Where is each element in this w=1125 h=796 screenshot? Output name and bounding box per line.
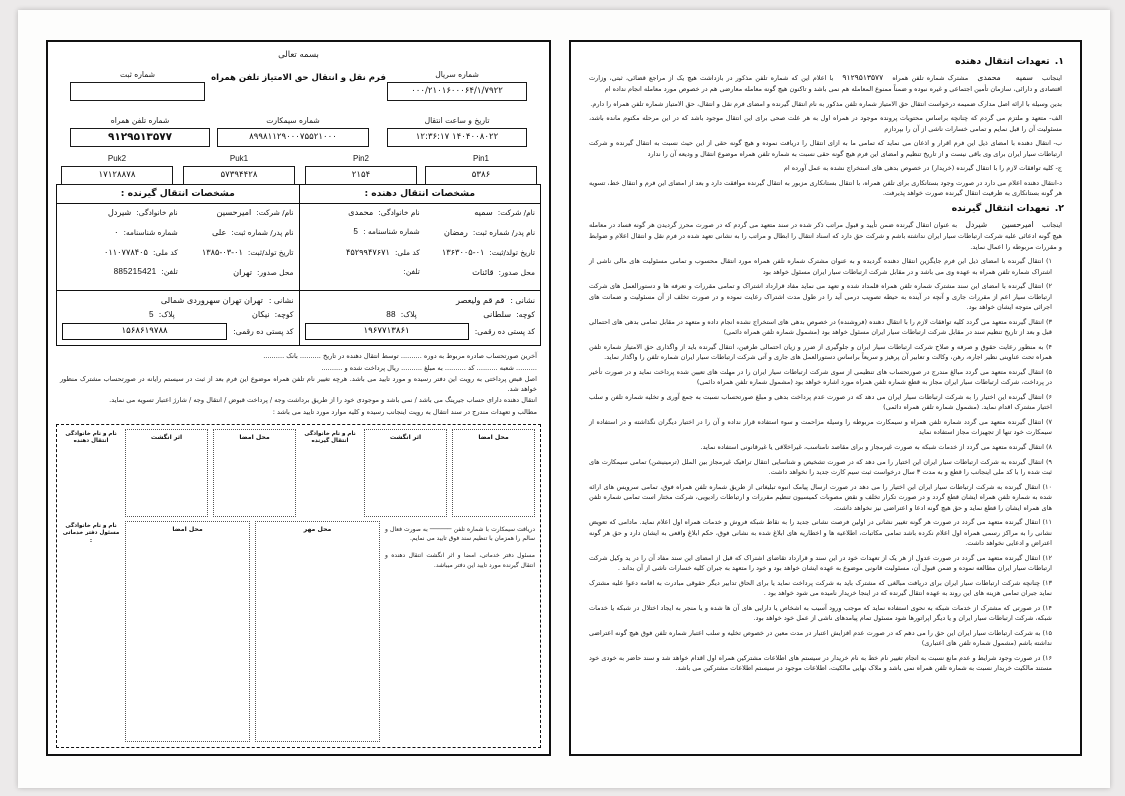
transferee-birthdate-label: تاریخ تولد/ثبت:	[247, 247, 294, 257]
transfer-form-panel	[46, 40, 551, 756]
section-1-intro-mobile[interactable]: ۹۱۲۹۵۱۳۵۷۷	[842, 73, 884, 82]
signature-area	[56, 424, 541, 748]
transferor-postal-label: کد پستی ده رقمی:	[474, 327, 535, 337]
transferor-national-code-value[interactable]: ۴۵۲۹۹۴۷۶۷۱	[345, 246, 390, 257]
office-signature-box[interactable]	[125, 521, 250, 742]
pin2-label: Pin2	[352, 154, 369, 163]
puk1-value[interactable]: ۵۷۳۹۴۴۲۸	[183, 166, 295, 185]
billing-statements	[56, 346, 541, 419]
transferee-id-number-label: شماره شناسنامه:	[123, 227, 178, 237]
section-1-intro	[585, 72, 1066, 95]
transferee-issue-place-label: محل صدور:	[257, 267, 294, 277]
transferor-father-value[interactable]: رمضان	[443, 226, 468, 237]
transferee-name-label: نام/ شرکت:	[256, 207, 294, 217]
registration-number-value[interactable]	[70, 82, 205, 101]
transferee-address-row	[62, 295, 294, 305]
section-1-clause-dal: د-انتقال دهنده اعلام می دارد در صورت وجود بستانکاری برای تلفن همراه، با انتقال بستانکاری مزبور به انتقال گیرنده موافقت دارد و بعد از امضای این فرم و انتقال خط، تسویه هر گونه بستانکاری به ظرفیت انتقال گیرنده صورت خواهد پذیرفت.	[589, 178, 1062, 198]
transferee-postal-row	[62, 323, 294, 340]
transferor-signature-box[interactable]	[213, 429, 296, 517]
section-1-intro-first-name[interactable]: سمیه	[1015, 73, 1033, 82]
office-confirmation-note	[385, 521, 535, 742]
transferee-birth-row	[62, 247, 294, 266]
section-2-intro-first-name[interactable]: امیرحسین	[1001, 219, 1034, 229]
statement-line-1: آخرین صورتحساب صادره مربوط به دوره .......... توسط انتقال دهنده در تاریخ .......... بانک ..........	[263, 352, 537, 361]
puk1-field	[183, 154, 295, 185]
section-2-clause: ۴) به منظور رعایت حقوق و صرفه و صلاح شرکت ارتباطات سیار ایران و جلوگیری از ضرر و زیان احتمالی طرفین، انتقال گیرنده باید از واگذاری حق الامتیاز شماره تلفن همراه تحت عناوینی نظیر اجاره، رهن، وکالت و تعابیر آن پرهیز و سریعاً براساس دستورالعمل های جاری و آتی شرکت ارتباطات سیار ایران شماره تلفن را واگذار نماید.	[589, 342, 1052, 362]
section-2-number: ۲.	[1054, 202, 1064, 214]
transferee-phone-value[interactable]: 885215421	[113, 266, 157, 276]
section-2-clause: ۳) انتقال گیرنده متعهد می گردد کلیه توافقات لازم را با انتقال دهنده (فروشنده) در خصوص بدهی های استخراج نشده انجام داده و متعهد در مقابل تمامی بدهی های احتمالی قبل و بعد از تاریخ تنظیم سند در مقابل شرکت ارتباطات سیار ایران مسئول خواهد بود (مشمول شماره تلفن همراه دائمی)	[589, 317, 1052, 337]
statement-line-4: انتقال دهنده دارای حساب جیرینگ می باشد / نمی باشد و موجودی خود را از طریق برداشت وجه / پرداخت قبوض / انتقال وجه / شارژ اعتبار تسویه می نماید.	[109, 396, 537, 405]
office-seal-caption: محل مهر	[303, 525, 332, 533]
transferee-heading: مشخصات انتقال گیرنده :	[57, 185, 299, 204]
section-2-clause: ۶) انتقال گیرنده این اختیار را به شرکت ارتباطات سیار ایران می دهد که در صورت عدم پرداخت بدهی و مبلغ صورتحساب نسبت به جمع آوری و تخلیه شماره تلفن و سلب اختیار مشترک اقدام نماید. (مشمول شماره تلفن همراه دائمی)	[589, 392, 1052, 412]
section-2-clause: ۱۴) در صورتی که مشترک از خدمات شبکه به نحوی استفاده نماید که موجب ورود آسیب به اشخاص یا دارایی های آن ها شده و یا منجر به ایجاد اختلال در شبکه یا خدمات شبکه، شرکت ارتباطات سیار ایران و یا دیگر اپراتورها شود مسئول تمام پیامدهای ناشی از عمل خود خواهد بود.	[589, 603, 1052, 623]
transferee-fingerprint-caption: اثر انگشت	[389, 433, 422, 441]
section-2-clause: ۱۶) در صورت وجود شرایط و عدم مانع نسبت به انجام تغییر نام خط به نام خریدار در سیستم های اطلاعات مشترکین همراه اول اقدام خواهد شد و سند حاضر به خودی خود مستند مالکیت خریدار نسبت به شماره تلفن همراه نمی باشد و ملاک نهایی مالکیت، اطلاعات موجود در سیستم اطلاعات مشترکین می باشد.	[589, 653, 1052, 673]
registration-number-label: شماره ثبت	[120, 70, 155, 79]
section-1-para-2: بدین وسیله با ارائه اصل مدارک ضمیمه درخواست انتقال حق الامتیاز شماره تلفن مذکور به نام انتقال گیرنده و امضای فرم نقل و انتقال، حق الامتیاز شماره تلفن همراه را دارم.	[590, 99, 1062, 108]
puk2-value[interactable]: ۱۷۱۲۸۸۷۸	[61, 166, 173, 185]
section-2-title	[585, 203, 1066, 214]
transferor-address-value[interactable]: قم قم ولیعصر	[455, 294, 505, 305]
signature-row-top	[62, 429, 535, 517]
section-2-intro-mid: به عنوان انتقال گیرنده ضمن تأیید و قبول مراتب ذکر شده در سند متعهد می گردم که در صورت محرز گردیدن هر گونه فساد در معامله هیچ گونه ادعائی علیه شرکت ارتباطات سیار ایران نداشته باشم و شرکت حق دارد که اسناد انتقال را ابطال و مراتب را به نشانی تعهد شده در فرم نقل و انتقال اعلام و ضوابط و مقررات مربوطه را اعمال نماید.	[589, 220, 1062, 251]
section-2-clause: ۵) انتقال گیرنده متعهد می گردد مبالغ مندرج در صورتحساب های تنظیمی از سوی شرکت ارتباطات سیار ایران را در مهلت های تعیین شده پرداخت نماید و در صورت تأخیر در پرداخت، شرکت ارتباطات سیار ایران مجاز به قطع شماره تلفن همراه مورد اشاره خواهد بود (مشمول شماره تلفن همراه دائمی)	[589, 367, 1052, 387]
transferee-plate-value[interactable]: 5	[148, 309, 154, 319]
section-2-clause: ۱۱) انتقال گیرنده متعهد می گردد در صورت هر گونه تغییر نشانی در اولین فرصت نشانی جدید را به نقاط شبکه فروش و خدمات همراه اول اعلام نماید. مادامی که تعویض نشانی را به مراکز رسمی همراه اول اعلام نکرده باشد تمامی مکاتبات، اطلاعیه ها و اخطاریه های ابلاغ شده به نشانی فوق، حکم ابلاغ واقعی به ایشان دارد و حق هر گونه اعتراض و ادعایی نخواهد داشت.	[589, 518, 1052, 548]
puk1-label: Puk1	[229, 154, 249, 163]
transferor-id-number-value[interactable]: 5	[353, 226, 359, 236]
section-2-clause: ۷) انتقال گیرنده متعهد می گردد شماره تلفن همراه و سیمکارت مربوطه را وسیله مزاحمت و سوء استفاده قرار نداده و آن را در اختیار دیگران نگذاشته و در استفاده از سیمکارت خود تنها از تجهیزات مجاز استفاده نماید	[589, 417, 1052, 437]
office-note-1: دریافت سیمکارت با شماره تلفن ────── به صورت فعال و سالم را همزمان با تنظیم سند فوق تایید می نمایم.	[385, 525, 535, 543]
statement-line-3: اصل قبض پرداختی به رویت این دفتر رسیده و مورد تایید می باشد. هرچه تغییر نام تلفن همراه موضوع این فرم بعد از ثبت در سیستم رایانه در صورتحساب مشترک منظور خواهد شد.	[60, 374, 537, 394]
transfer-datetime-value[interactable]: ۱۴۰۴۰۰۸۰۲۲ ۱۲:۳۶:۱۷	[387, 128, 527, 147]
serial-number-field	[387, 70, 527, 101]
transferee-father-row	[62, 227, 294, 246]
transferor-father-row	[305, 227, 536, 246]
pin1-label: Pin1	[472, 154, 489, 163]
section-2-clause: ۲) انتقال گیرنده با امضای این سند مشترک شماره تلفن همراه قلمداد شده و تعهد می نماید مفاد قرارداد اشتراک و تمامی مقررات و تعرفه ها و دستورالعمل های شرکت ارتباطات سیار اعم از مقررات جاری و آنچه در آینده به حیطه تصویب درمی آید را در طول مدت اشتراک رعایت نموده و در صورت تخلف از آن مسئولیت و ضمانت های اجرائی متوجه ایشان خواهد بود.	[589, 282, 1052, 312]
pin2-field	[305, 154, 417, 185]
transferor-address-block	[300, 290, 541, 346]
section-1-intro-last-name[interactable]: محمدی	[977, 73, 1001, 82]
transferor-section	[299, 185, 541, 345]
section-1-heading: تعهدات انتقال دهنده	[955, 56, 1050, 67]
transferee-signature-caption: محل امضا	[478, 433, 509, 441]
bismillah-text: بسمه تعالی	[278, 50, 319, 60]
statement-line-5: مطالب و تعهدات مندرج در سند انتقال به رویت اینجانب رسیده و کلیه موارد مورد تایید می باشد :	[272, 407, 537, 416]
transferee-plate-label: پلاک:	[158, 309, 175, 319]
transferee-family-value[interactable]: شیردل	[107, 206, 132, 217]
transferor-plate-value[interactable]: 88	[386, 309, 396, 319]
transferee-id-number-value[interactable]: ۰	[114, 226, 119, 237]
section-1-clause-jim: ج- کلیه توافقات لازم را با انتقال گیرنده (خریدار) در خصوص بدهی های استخراج نشده به عمل آورده ام	[783, 164, 1062, 173]
transfer-datetime-label: تاریخ و ساعت انتقال	[424, 116, 490, 125]
signature-row-bottom	[62, 521, 535, 742]
transferee-father-value[interactable]: علی	[211, 226, 227, 237]
section-1-intro-mid: مشترک شماره تلفن همراه	[892, 74, 969, 82]
section-1-number: ۱.	[1054, 56, 1064, 67]
section-1-title	[585, 56, 1066, 67]
transferor-issue-place-value[interactable]: قائنات	[472, 266, 494, 277]
transferor-family-label: نام خانوادگی:	[378, 207, 420, 217]
statement-line-2: .......... شعبه .......... کد .......... به مبلغ .......... ریال پرداخت شده و ..........	[321, 363, 537, 372]
section-2-intro-prefix: اینجانب	[1042, 220, 1062, 229]
section-2-intro-last-name[interactable]: شیردل	[965, 219, 988, 229]
section-2-clause: ۱۵) به شرکت ارتباطات سیار ایران این حق را می دهم که در صورت عدم افزایش اعتبار در مدت معین در خصوص تخلیه و سلب اعتبار شماره تلفن فوق هیچ گونه اعتراضی نداشته باشم (مشمول شماره تلفن های اعتباری)	[589, 628, 1052, 648]
pin1-value[interactable]: ۵۳۸۶	[425, 166, 537, 185]
section-1-intro-prefix: اینجانب	[1042, 74, 1062, 82]
transferor-birthdate-label: تاریخ تولد/ثبت:	[489, 247, 535, 257]
transferor-postal-row	[305, 323, 536, 340]
office-signature-caption: محل امضا	[172, 525, 203, 533]
transferee-alley-row	[62, 309, 294, 319]
transferee-fingerprint-box[interactable]	[364, 429, 447, 517]
registration-number-field	[70, 70, 205, 101]
transferee-name-row	[62, 207, 294, 226]
transferor-alley-value[interactable]: سلطانی	[483, 308, 512, 319]
sim-number-field	[217, 116, 369, 147]
serial-number-value[interactable]: ۰۰۰/۲۱۰۱۶۰۰۰۶۴/۱/۷۹۲۲	[387, 82, 527, 101]
transferee-issue-place-value[interactable]: تهران	[233, 266, 253, 277]
transferee-postal-label: کد پستی ده رقمی:	[233, 327, 294, 337]
transferor-family-value[interactable]: محمدی	[348, 206, 374, 217]
transferor-heading: مشخصات انتقال دهنده :	[300, 185, 541, 204]
transferee-column-label: نام و نام خانوادگی انتقال گیرنده	[304, 430, 356, 445]
mobile-number-label: شماره تلفن همراه	[110, 116, 170, 125]
transferee-phone-label: تلفن:	[161, 266, 178, 276]
sim-number-value[interactable]: ۸۹۹۸۱۱۲۹۰۰۰۷۵۵۲۱۰۰۰	[217, 128, 369, 147]
transferor-national-code-label: کد ملی:	[394, 247, 420, 257]
mobile-number-value[interactable]: ۹۱۲۹۵۱۳۵۷۷	[70, 128, 210, 147]
transfer-datetime-field	[387, 116, 527, 147]
transferee-address-value[interactable]: تهران تهران سهروردی شمالی	[160, 294, 263, 305]
section-2-clause-list	[585, 256, 1066, 674]
serial-number-label: شماره سریال	[435, 70, 479, 79]
transferor-postal-value[interactable]: ۱۹۶۷۷۱۳۸۶۱	[305, 323, 469, 340]
transferor-fingerprint-box[interactable]	[125, 429, 208, 517]
transferee-signature-box[interactable]	[452, 429, 535, 517]
puk2-field	[61, 154, 173, 185]
form-header	[56, 48, 541, 178]
pin1-field	[425, 154, 537, 185]
section-2-clause: ۹) انتقال گیرنده به شرکت ارتباطات سیار ایران این اختیار را می دهد که در صورت تشخیص و شناسایی انتقال ترافیک غیرمجاز بین الملل (ترمینیشن) تمامی سیمکارت های ثبت شده را با کد ملی اینجانب را قطع و به مدت ۳ سال درخواست ثبت سیم کارت جدید را نخواهد داشت.	[589, 457, 1052, 477]
transferor-address-row	[305, 295, 536, 305]
transferor-phone-label: تلفن:	[403, 266, 420, 276]
transferee-alley-value[interactable]: نیکان	[251, 308, 270, 319]
transferee-father-label: نام پدر/ شماره ثبت:	[231, 227, 294, 237]
section-2-clause: ۱) انتقال گیرنده با امضای ذیل این فرم جایگزین انتقال دهنده گردیده و به عنوان مشترک شماره تلفن همراه مورد انتقال محسوب و تمامی مسئولیت های مالی ناشی از اشتراک شماره تلفن همراه به عهده وی می باشد و در مقابل شرکت ارتباطات سیار ایران مسئول خواهد بود	[589, 257, 1052, 276]
transferor-fingerprint-caption: اثر انگشت	[150, 433, 183, 441]
transferor-alley-row	[305, 309, 536, 319]
section-2-clause: ۸) انتقال گیرنده متعهد می گردد از خدمات شبکه به صورت غیرمجاز و برای مقاصد نامناسب، غیراخلاقی یا غیرقانونی استفاده نماید.	[700, 443, 1052, 451]
puk2-label: Puk2	[107, 154, 127, 163]
transferee-birthdate-value[interactable]: ۱۳۸۵-۰۳-۰۱	[201, 246, 243, 257]
section-1-intro-suffix: با اعلام این که شماره تلفن مذکور در بازداشت هیچ یک از مراجع قضائی، ثبتی، وزارت اقتصادی و دارائی، سازمان تأمین اجتماعی و غیره نبوده و ضمناً ممنوع المعامله هم نمی باشد و تاکنون هیچ گونه معامله معارضی هم در خصوص مورد معامله انجام نداده ام	[589, 74, 1062, 94]
transferor-column-label: نام و نام خانوادگی انتقال دهنده	[65, 430, 117, 445]
transferor-father-label: نام پدر/ شماره ثبت:	[472, 227, 535, 237]
section-2-clause: ۱۳) چنانچه شرکت ارتباطات سیار ایران برای دریافت مبالغی که مشترک باید به شرکت پرداخت نماید یا برای الحاق تدابیر دیگر حقوقی مبادرت به اقامه دعوا علیه مشترک نماید جبران تمامی هزینه های این روند به عهده انتقال گیرنده که در اینجا خریدار نامیده می شود خواهد بود .	[589, 578, 1052, 598]
transferee-family-label: نام خانوادگی:	[136, 207, 178, 217]
terms-and-obligations-panel	[569, 40, 1082, 756]
transferee-national-code-value[interactable]: ۰۱۱۰۷۷۸۴۰۵	[103, 246, 148, 257]
section-2-heading: تعهدات انتقال گیرنده	[951, 202, 1050, 214]
office-seal-box[interactable]	[255, 521, 380, 742]
parties-table	[56, 184, 541, 346]
transferee-issue-row	[62, 267, 294, 286]
sim-number-label: شماره سیمکارت	[266, 116, 320, 125]
scanned-document-sheet	[18, 10, 1110, 788]
pin2-value[interactable]: ۲۱۵۴	[305, 166, 417, 185]
transferor-plate-label: پلاک:	[400, 309, 417, 319]
section-1-clause-be: ب- انتقال دهنده با امضای ذیل این فرم اقرار و اذعان می نماید که تمامی ما به ازای انتقال را دریافت نموده و هیچ گونه حقی از این حیث نسبت به انتقال گیرنده و شرکت ارتباطات سیار ایران برای وی باقی نیست و از تاریخ تنظیم و امضای این فرم هیچ گونه حقی نسبت به شماره تلفن همراه موضوع انتقال و ودیعه آن را ندارد	[589, 139, 1062, 158]
section-1-clause-alef: الف- متعهد و ملتزم می گردم که چنانچه براساس محتویات پرونده موجود در همراه اول به هر علت صحی برای این انتقال موجود باشد که در این مرحله مکتوم مانده باشد، مسئولیت آن را قبل نمایم و تمامی خسارات ناشی از آن را بپردازم	[589, 114, 1062, 133]
transferee-name-value[interactable]: امیرحسین	[216, 206, 252, 217]
section-2-clause: ۱۲) انتقال گیرنده متعهد می گردد در صورت عدول از هر یک از تعهدات خود در این سند و قرارداد تقاضای اشتراک که قبل از امضای این سند مفاد آن را در ید وکیل شرکت ارتباطات سیار ایران مطالعه نموده و ضمن قبول آن، مسئولیت قانونی موضوع به عهده ایشان خواهد بود و خود را متعهد به جبران کلیه خسارات ناشی از آن بداند .	[589, 553, 1052, 573]
transferor-name-value[interactable]: سمیه	[474, 206, 493, 217]
transferor-issue-place-label: محل صدور:	[498, 267, 535, 277]
mobile-number-field	[70, 116, 210, 147]
transferor-address-label: نشانی :	[510, 295, 535, 305]
transferee-national-code-label: کد ملی:	[152, 247, 178, 257]
transferor-birthdate-value[interactable]: ۱۳۶۳۰۰۵-۰۱	[441, 246, 485, 257]
transferee-alley-label: کوچه:	[274, 309, 294, 319]
transferee-section	[57, 185, 299, 345]
transferor-signature-caption: محل امضا	[239, 433, 270, 441]
transferee-address-label: نشانی :	[268, 295, 294, 305]
form-title: فرم نقل و انتقال حق الامتیاز تلفن همراه	[211, 73, 386, 83]
transferor-birth-row	[305, 247, 536, 266]
transferor-name-label: نام/ شرکت:	[497, 207, 535, 217]
transferor-issue-row	[305, 267, 536, 286]
transferee-address-block	[57, 290, 299, 346]
transferor-id-number-label: شماره شناسنامه :	[363, 226, 420, 236]
transferor-alley-label: کوچه:	[516, 309, 535, 319]
transferor-name-row	[305, 207, 536, 226]
office-column-label: نام و نام خانوادگی مسئول دفتر خدماتی :	[62, 522, 120, 544]
section-2-intro	[585, 219, 1066, 252]
section-2-clause: ۱۰) انتقال گیرنده به شرکت ارتباطات سیار ایران این اختیار را می دهد در صورت ارسال پیامک انبوه تبلیغاتی از طریق شماره تلفن همراه فوق، تمامی سرویس های ارائه شده به شماره تلفن همراه ایشان قطع گردد و در صورت تکرار تخلف و نقض مصوبات کمیسیون تنظیم مقررات و ارتباطات رادیویی، شرکت مختار است تمامی شماره تلفن های همراه ایشان را قطع نماید و حق هیچ گونه ادعا و اعتراضی نیز نخواهد داشت.	[589, 482, 1052, 512]
transferee-postal-value[interactable]: ۱۵۶۸۶۱۹۷۸۸	[62, 323, 227, 340]
office-note-2: مسئول دفتر خدماتی، امضا و اثر انگشت انتقال دهنده و انتقال گیرنده مورد تایید این دفتر میباشد.	[385, 551, 535, 569]
